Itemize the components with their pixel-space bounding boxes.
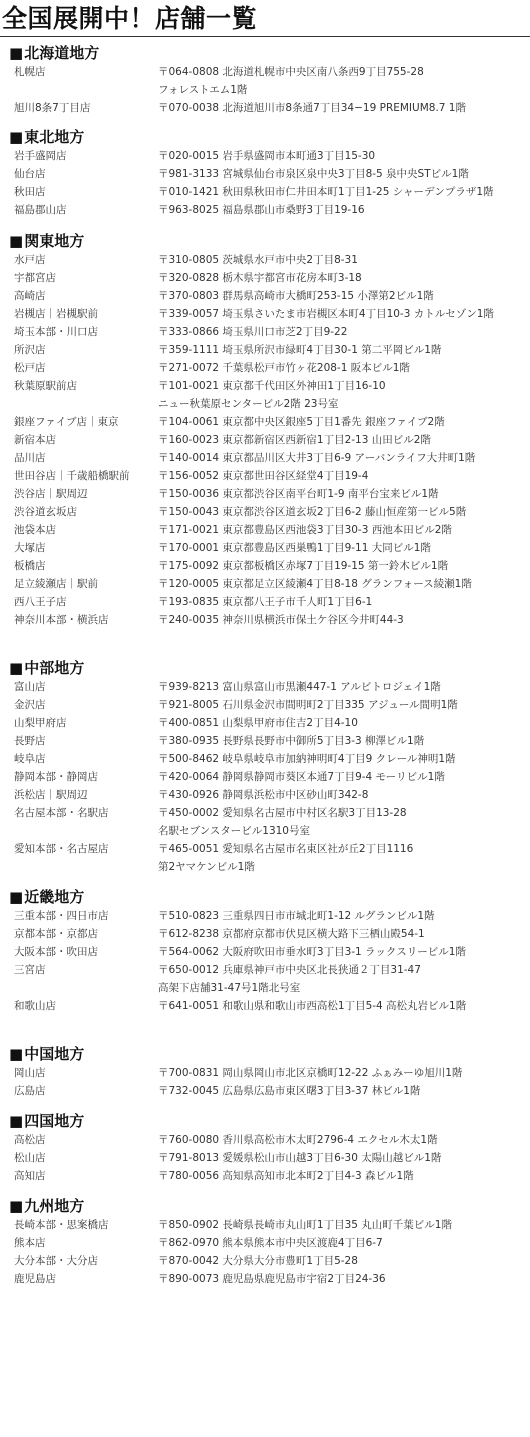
store-address xyxy=(158,413,526,431)
store-row xyxy=(0,1252,530,1270)
store-name: 岩槻店｜岩槻駅前 xyxy=(14,308,98,320)
region-heading xyxy=(0,887,530,907)
region-section xyxy=(0,43,530,117)
address-line: 〒320-0828 栃木県宇都宮市花房本町3-18 xyxy=(158,272,362,284)
store-name: 岩手盛岡店 xyxy=(14,150,67,162)
store-address xyxy=(158,1234,526,1252)
region-section xyxy=(0,1111,530,1185)
address-line: ニュー秋葉原センタービル2階 23号室 xyxy=(158,398,339,410)
address-line: 〒564-0062 大阪府吹田市垂水町3丁目3-1 ラックスリービル1階 xyxy=(158,946,466,958)
address-line: 〒862-0970 熊本県熊本市中央区渡鹿4丁目6-7 xyxy=(158,1237,383,1249)
store-name: 大分本部・大分店 xyxy=(14,1255,98,1267)
store-name: 高松店 xyxy=(14,1134,46,1146)
store-address xyxy=(158,201,526,219)
store-list xyxy=(0,1064,530,1100)
store-row xyxy=(0,714,530,732)
store-row xyxy=(0,611,530,629)
store-row xyxy=(0,1064,530,1082)
store-address xyxy=(158,714,526,732)
store-name: 岐阜店 xyxy=(14,753,46,765)
store-address xyxy=(158,521,526,539)
address-line: 〒939-8213 富山県富山市黒瀬447-1 アルビトロジェイ1階 xyxy=(158,681,441,693)
region-list xyxy=(0,43,530,1288)
store-row xyxy=(0,63,530,99)
store-name: 松戸店 xyxy=(14,362,46,374)
store-row xyxy=(0,768,530,786)
store-list xyxy=(0,1216,530,1288)
square-bullet-icon: ■ xyxy=(9,128,24,146)
store-name: 三重本部・四日市店 xyxy=(14,910,109,922)
store-name: 埼玉本部・川口店 xyxy=(14,326,98,338)
store-address xyxy=(158,1149,526,1167)
store-name: 鹿児島店 xyxy=(14,1273,56,1285)
store-address xyxy=(158,485,526,503)
store-name: 札幌店 xyxy=(14,66,46,78)
store-row xyxy=(0,925,530,943)
address-line: 〒271-0072 千葉県松戸市竹ヶ花208-1 阪本ビル1階 xyxy=(158,362,410,374)
address-line: 〒193-0835 東京都八王子市千人町1丁目6-1 xyxy=(158,596,373,608)
address-line: 〒510-0823 三重県四日市市城北町1-12 ルグランビル1階 xyxy=(158,910,435,922)
store-address xyxy=(158,1167,526,1185)
store-address xyxy=(158,768,526,786)
square-bullet-icon: ■ xyxy=(9,44,24,62)
store-row xyxy=(0,575,530,593)
address-line: 〒010-1421 秋田県秋田市仁井田本町1丁目1-25 シャーデンプラザ1階 xyxy=(158,186,494,198)
store-row xyxy=(0,732,530,750)
store-address xyxy=(158,359,526,377)
store-row xyxy=(0,1216,530,1234)
store-name: 名古屋本部・名駅店 xyxy=(14,807,109,819)
region-name: 中部地方 xyxy=(24,659,85,677)
address-line: 〒120-0005 東京都足立区綾瀬4丁目8-18 グランフォース綾瀬1階 xyxy=(158,578,472,590)
store-row xyxy=(0,377,530,413)
store-address xyxy=(158,165,526,183)
store-row xyxy=(0,287,530,305)
store-name: 福島郡山店 xyxy=(14,204,67,216)
square-bullet-icon: ■ xyxy=(9,888,24,906)
address-line: 〒921-8005 石川県金沢市間明町2丁目335 アジュール間明1階 xyxy=(158,699,458,711)
store-row xyxy=(0,485,530,503)
square-bullet-icon: ■ xyxy=(9,1045,24,1063)
address-line: 〒150-0036 東京都渋谷区南平台町1-9 南平台宝来ビル1階 xyxy=(158,488,439,500)
address-line: 〒890-0073 鹿児島県鹿児島市宇宿2丁目24-36 xyxy=(158,1273,386,1285)
region-heading xyxy=(0,658,530,678)
store-row xyxy=(0,1270,530,1288)
address-line: 〒500-8462 岐阜県岐阜市加納神明町4丁目9 クレール神明1階 xyxy=(158,753,456,765)
store-row xyxy=(0,1167,530,1185)
store-name: 三宮店 xyxy=(14,964,46,976)
store-list xyxy=(0,907,530,1015)
address-line: 〒150-0043 東京都渋谷区道玄坂2丁目6-2 藤山恒産第一ビル5階 xyxy=(158,506,467,518)
address-line: 〒175-0092 東京都板橋区赤塚7丁目19-15 第一鈴木ビル1階 xyxy=(158,560,449,572)
region-section xyxy=(0,887,530,1015)
store-name: 山梨甲府店 xyxy=(14,717,67,729)
address-line: 〒160-0023 東京都新宿区西新宿1丁目2-13 山田ビル2階 xyxy=(158,434,431,446)
address-line: 〒981-3133 宮城県仙台市泉区泉中央3丁目8-5 泉中央STビル1階 xyxy=(158,168,469,180)
store-name: 水戸店 xyxy=(14,254,46,266)
address-line: 〒170-0001 東京都豊島区西巣鴨1丁目9-11 大同ビル1階 xyxy=(158,542,431,554)
store-name: 秋田店 xyxy=(14,186,46,198)
store-name: 銀座ファイブ店｜東京 xyxy=(14,416,119,428)
store-name: 宇都宮店 xyxy=(14,272,56,284)
address-line: 〒064-0808 北海道札幌市中央区南八条西9丁目755-28 xyxy=(158,66,424,78)
region-name: 関東地方 xyxy=(24,232,85,250)
store-list xyxy=(0,63,530,117)
store-name: 高知店 xyxy=(14,1170,46,1182)
store-row xyxy=(0,750,530,768)
square-bullet-icon: ■ xyxy=(9,659,24,677)
store-address xyxy=(158,943,526,961)
store-address xyxy=(158,377,526,413)
address-line: 〒101-0021 東京都千代田区外神田1丁目16-10 xyxy=(158,380,386,392)
address-line: 〒732-0045 広島県広島市東区曙3丁目3-37 林ビル1階 xyxy=(158,1085,421,1097)
store-row xyxy=(0,1234,530,1252)
region-heading xyxy=(0,1196,530,1216)
store-row xyxy=(0,503,530,521)
store-name: 新宿本店 xyxy=(14,434,56,446)
store-address xyxy=(158,341,526,359)
address-line: 〒380-0935 長野県長野市中御所5丁目3-3 柳澤ビル1階 xyxy=(158,735,425,747)
address-line: 〒171-0021 東京都豊島区西池袋3丁目30-3 西池本田ビル2階 xyxy=(158,524,452,536)
region-name: 中国地方 xyxy=(24,1045,85,1063)
store-list xyxy=(0,1131,530,1185)
store-row xyxy=(0,521,530,539)
store-row xyxy=(0,1082,530,1100)
store-name: 渋谷店｜駅周辺 xyxy=(14,488,88,500)
store-row xyxy=(0,593,530,611)
store-address xyxy=(158,907,526,925)
store-row xyxy=(0,269,530,287)
address-line: 高架下店舗31-47号1階北号室 xyxy=(158,982,301,994)
address-line: 〒850-0902 長崎県長崎市丸山町1丁目35 丸山町千葉ビル1階 xyxy=(158,1219,452,1231)
address-line: フォレストエム1階 xyxy=(158,84,248,96)
region-section xyxy=(0,231,530,629)
region-name: 東北地方 xyxy=(24,128,85,146)
store-row xyxy=(0,431,530,449)
store-name: 金沢店 xyxy=(14,699,46,711)
region-heading xyxy=(0,1111,530,1131)
store-row xyxy=(0,323,530,341)
store-row xyxy=(0,467,530,485)
store-address xyxy=(158,678,526,696)
store-address xyxy=(158,786,526,804)
store-name: 池袋本店 xyxy=(14,524,56,536)
store-address xyxy=(158,503,526,521)
region-name: 北海道地方 xyxy=(24,44,100,62)
address-line: 〒450-0002 愛知県名古屋市中村区名駅3丁目13-28 xyxy=(158,807,407,819)
square-bullet-icon: ■ xyxy=(9,232,24,250)
store-row xyxy=(0,961,530,997)
store-name: 熊本店 xyxy=(14,1237,46,1249)
store-row xyxy=(0,907,530,925)
store-row xyxy=(0,413,530,431)
store-address xyxy=(158,63,526,99)
store-row xyxy=(0,251,530,269)
region-name: 九州地方 xyxy=(24,1197,85,1215)
store-row xyxy=(0,449,530,467)
address-line: 〒650-0012 兵庫県神戸市中央区北長狭通２丁目31-47 xyxy=(158,964,421,976)
store-name: 富山店 xyxy=(14,681,46,693)
store-address xyxy=(158,467,526,485)
address-line: 〒963-8025 福島県郡山市桑野3丁目19-16 xyxy=(158,204,365,216)
store-name: 京都本部・京都店 xyxy=(14,928,98,940)
address-line: 〒780-0056 高知県高知市北本町2丁目4-3 森ビル1階 xyxy=(158,1170,414,1182)
address-line: 〒370-0803 群馬県高崎市大橋町253-15 小澤第2ビル1階 xyxy=(158,290,434,302)
address-line: 〒310-0805 茨城県水戸市中央2丁目8-31 xyxy=(158,254,358,266)
address-line: 〒760-0080 香川県高松市木太町2796-4 エクセル木太1階 xyxy=(158,1134,438,1146)
store-address xyxy=(158,147,526,165)
address-line: 〒339-0057 埼玉県さいたま市岩槻区本町4丁目10-3 カトルセゾン1階 xyxy=(158,308,494,320)
store-name: 神奈川本部・横浜店 xyxy=(14,614,109,626)
store-row xyxy=(0,840,530,876)
store-address xyxy=(158,305,526,323)
store-row xyxy=(0,943,530,961)
store-address xyxy=(158,449,526,467)
store-row xyxy=(0,1131,530,1149)
address-line: 〒070-0038 北海道旭川市8条通7丁目34−19 PREMIUM8.7 1階 xyxy=(158,102,466,114)
store-address xyxy=(158,1131,526,1149)
store-row xyxy=(0,147,530,165)
address-line: 〒870-0042 大分県大分市豊町1丁目5-28 xyxy=(158,1255,358,1267)
store-row xyxy=(0,359,530,377)
store-address xyxy=(158,840,526,876)
address-line: 〒140-0014 東京都品川区大井3丁目6-9 アーバンライフ大井町1階 xyxy=(158,452,476,464)
store-address xyxy=(158,251,526,269)
address-line: 〒400-0851 山梨県甲府市住吉2丁目4-10 xyxy=(158,717,358,729)
store-list xyxy=(0,147,530,219)
address-line: 〒612-8238 京都府京都市伏見区横大路下三栖山殿54-1 xyxy=(158,928,425,940)
store-name: 渋谷道玄坂店 xyxy=(14,506,77,518)
store-address xyxy=(158,557,526,575)
store-row xyxy=(0,201,530,219)
store-row xyxy=(0,305,530,323)
page-title: 全国展開中！店舗一覧 xyxy=(0,0,530,37)
address-line: 〒156-0052 東京都世田谷区経堂4丁目19-4 xyxy=(158,470,369,482)
address-line: 〒791-8013 愛媛県松山市山越3丁目6-30 太陽山越ビル1階 xyxy=(158,1152,442,1164)
store-name: 品川店 xyxy=(14,452,46,464)
region-name: 四国地方 xyxy=(24,1112,85,1130)
store-address xyxy=(158,1082,526,1100)
store-name: 板橋店 xyxy=(14,560,46,572)
region-heading xyxy=(0,43,530,63)
store-name: 和歌山店 xyxy=(14,1000,56,1012)
store-address xyxy=(158,269,526,287)
store-row xyxy=(0,678,530,696)
store-row xyxy=(0,557,530,575)
address-line: 〒700-0831 岡山県岡山市北区京橋町12-22 ふぁみーゆ旭川1階 xyxy=(158,1067,463,1079)
square-bullet-icon: ■ xyxy=(9,1112,24,1130)
store-name: 広島店 xyxy=(14,1085,46,1097)
store-row xyxy=(0,183,530,201)
store-row xyxy=(0,786,530,804)
store-address xyxy=(158,1064,526,1082)
store-address xyxy=(158,539,526,557)
address-line: 〒104-0061 東京都中央区銀座5丁目1番先 銀座ファイブ2階 xyxy=(158,416,445,428)
store-row xyxy=(0,165,530,183)
address-line: 〒465-0051 愛知県名古屋市名東区社が丘2丁目1116 xyxy=(158,843,414,855)
store-row xyxy=(0,341,530,359)
region-section xyxy=(0,658,530,876)
store-address xyxy=(158,611,526,629)
store-name: 松山店 xyxy=(14,1152,46,1164)
address-line: 〒240-0035 神奈川県横浜市保土ケ谷区今井町44-3 xyxy=(158,614,404,626)
store-row xyxy=(0,99,530,117)
region-name: 近畿地方 xyxy=(24,888,85,906)
address-line: 〒420-0064 静岡県静岡市葵区本通7丁目9-4 モーリビル1階 xyxy=(158,771,445,783)
region-section xyxy=(0,127,530,219)
address-line: 〒430-0926 静岡県浜松市中区砂山町342-8 xyxy=(158,789,369,801)
store-address xyxy=(158,804,526,840)
store-name: 秋葉原駅前店 xyxy=(14,380,77,392)
store-address xyxy=(158,732,526,750)
store-row xyxy=(0,539,530,557)
address-line: 〒020-0015 岩手県盛岡市本町通3丁目15-30 xyxy=(158,150,376,162)
store-address xyxy=(158,575,526,593)
region-section xyxy=(0,1196,530,1288)
store-name: 仙台店 xyxy=(14,168,46,180)
store-address xyxy=(158,925,526,943)
region-heading xyxy=(0,231,530,251)
store-list xyxy=(0,251,530,629)
address-line: 名駅セブンスタービル1310号室 xyxy=(158,825,310,837)
store-name: 浜松店｜駅周辺 xyxy=(14,789,88,801)
store-name: 足立綾瀬店｜駅前 xyxy=(14,578,98,590)
address-line: 〒359-1111 埼玉県所沢市緑町4丁目30-1 第二平岡ビル1階 xyxy=(158,344,442,356)
square-bullet-icon: ■ xyxy=(9,1197,24,1215)
store-name: 所沢店 xyxy=(14,344,46,356)
store-address xyxy=(158,961,526,997)
store-row xyxy=(0,997,530,1015)
store-name: 長野店 xyxy=(14,735,46,747)
store-name: 大阪本部・吹田店 xyxy=(14,946,98,958)
store-row xyxy=(0,1149,530,1167)
store-address xyxy=(158,1252,526,1270)
store-address xyxy=(158,287,526,305)
store-address xyxy=(158,99,526,117)
store-address xyxy=(158,1216,526,1234)
store-address xyxy=(158,183,526,201)
store-address xyxy=(158,696,526,714)
store-address xyxy=(158,323,526,341)
store-address xyxy=(158,431,526,449)
store-row xyxy=(0,696,530,714)
region-section xyxy=(0,1044,530,1100)
address-line: 〒641-0051 和歌山県和歌山市西高松1丁目5-4 高松丸岩ビル1階 xyxy=(158,1000,467,1012)
store-list xyxy=(0,678,530,876)
store-name: 岡山店 xyxy=(14,1067,46,1079)
store-name: 世田谷店｜千歳船橋駅前 xyxy=(14,470,130,482)
store-address xyxy=(158,1270,526,1288)
store-row xyxy=(0,804,530,840)
address-line: 第2ヤマケンビル1階 xyxy=(158,861,255,873)
address-line: 〒333-0866 埼玉県川口市芝2丁目9-22 xyxy=(158,326,348,338)
store-address xyxy=(158,997,526,1015)
store-name: 愛知本部・名古屋店 xyxy=(14,843,109,855)
store-address xyxy=(158,593,526,611)
store-address xyxy=(158,750,526,768)
region-heading xyxy=(0,1044,530,1064)
store-name: 高崎店 xyxy=(14,290,46,302)
store-name: 大塚店 xyxy=(14,542,46,554)
region-heading xyxy=(0,127,530,147)
store-name: 静岡本部・静岡店 xyxy=(14,771,98,783)
store-name: 長崎本部・思案橋店 xyxy=(14,1219,109,1231)
store-name: 旭川8条7丁目店 xyxy=(14,102,91,114)
store-name: 西八王子店 xyxy=(14,596,67,608)
